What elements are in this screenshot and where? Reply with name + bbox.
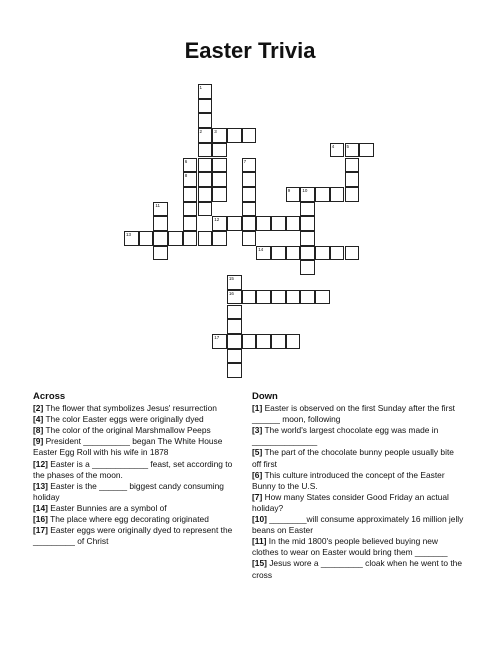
across-clue	[33, 403, 246, 414]
cell-number: 10	[302, 187, 308, 193]
clue-text: The world's largest chocolate egg was made in ______________	[252, 425, 439, 447]
cell-number: 1	[199, 85, 203, 90]
grid-cell[interactable]	[212, 231, 227, 246]
grid-cell[interactable]	[242, 128, 257, 143]
down-clue	[252, 558, 465, 580]
clue-text: The color of the original Marshmallow Peeps	[45, 425, 211, 436]
cell-number: 11	[155, 202, 161, 208]
clue-number: [8]	[33, 425, 44, 436]
cell-number: 6	[184, 158, 188, 164]
grid-cell[interactable]	[198, 99, 213, 114]
grid-cell[interactable]	[271, 246, 286, 261]
grid-cell[interactable]	[271, 216, 286, 231]
grid-cell[interactable]	[242, 187, 257, 202]
grid-cell[interactable]	[198, 84, 213, 99]
grid-cell[interactable]	[300, 290, 315, 305]
grid-cell[interactable]	[242, 202, 257, 217]
grid-cell[interactable]	[212, 334, 227, 349]
clue-text: How many States consider Good Friday an actual holiday?	[252, 491, 449, 513]
grid-cell[interactable]	[315, 246, 330, 261]
grid-cell[interactable]	[315, 290, 330, 305]
grid-cell[interactable]	[330, 187, 345, 202]
cell-number: 9	[287, 187, 291, 193]
clue-number: [17]	[33, 525, 48, 536]
grid-cell[interactable]	[359, 143, 374, 158]
cell-number: 14	[258, 246, 264, 252]
clue-number: [12]	[33, 458, 48, 469]
grid-cell[interactable]	[242, 172, 257, 187]
grid-cell[interactable]	[212, 158, 227, 173]
clue-number: [14]	[33, 502, 48, 513]
grid-cell[interactable]	[271, 334, 286, 349]
clue-text: This culture introduced the concept of the Easter Bunny to the U.S.	[252, 469, 445, 491]
grid-cell[interactable]	[124, 231, 139, 246]
grid-cell[interactable]	[227, 349, 242, 364]
clue-text: The part of the chocolate bunny people usually bite off first	[252, 447, 454, 469]
clue-number: [15]	[252, 558, 267, 569]
grid-cell[interactable]	[300, 231, 315, 246]
down-clue	[252, 425, 465, 447]
grid-cell[interactable]	[286, 187, 301, 202]
clue-number: [7]	[252, 491, 263, 502]
grid-cell[interactable]	[242, 231, 257, 246]
grid-cell[interactable]	[212, 216, 227, 231]
across-clue	[33, 425, 246, 436]
grid-cell[interactable]	[242, 290, 257, 305]
grid-cell[interactable]	[198, 187, 213, 202]
clue-number: [13]	[33, 480, 48, 491]
across-clue	[33, 481, 246, 503]
grid-cell[interactable]	[286, 246, 301, 261]
grid-cell[interactable]	[256, 216, 271, 231]
grid-cell[interactable]	[286, 334, 301, 349]
across-clues	[33, 391, 246, 547]
down-clue-list	[252, 403, 465, 581]
grid-cell[interactable]	[212, 143, 227, 158]
cell-number: 8	[184, 173, 188, 179]
clue-text: Easter is the ______ biggest candy consuming holiday	[33, 480, 224, 502]
grid-cell[interactable]	[198, 202, 213, 217]
cell-number: 12	[214, 217, 220, 223]
clue-number: [10]	[252, 514, 267, 525]
across-heading: Across	[33, 391, 66, 402]
grid-cell[interactable]	[256, 246, 271, 261]
cell-number: 15	[228, 276, 234, 282]
grid-cell[interactable]	[198, 143, 213, 158]
clue-text: President __________ began The White House Easter Egg Roll with his wife in 1878	[33, 436, 223, 458]
grid-cell[interactable]	[300, 260, 315, 275]
clue-number: [11]	[252, 536, 267, 547]
grid-cell[interactable]	[183, 231, 198, 246]
grid-cell[interactable]	[300, 216, 315, 231]
grid-cell[interactable]	[153, 216, 168, 231]
grid-cell[interactable]	[212, 172, 227, 187]
across-clue	[33, 525, 246, 547]
grid-cell[interactable]	[153, 231, 168, 246]
across-clue	[33, 459, 246, 481]
grid-cell[interactable]	[198, 231, 213, 246]
clue-text: Easter Bunnies are a symbol of	[50, 502, 167, 513]
clue-text: Easter is observed on the first Sunday after the first ______ moon, following	[252, 403, 455, 425]
down-heading: Down	[252, 391, 278, 402]
grid-cell[interactable]	[256, 334, 271, 349]
clue-number: [9]	[33, 436, 44, 447]
down-clue	[252, 470, 465, 492]
grid-cell[interactable]	[286, 216, 301, 231]
grid-cell[interactable]	[198, 128, 213, 143]
grid-cell[interactable]	[227, 319, 242, 334]
grid-cell[interactable]	[227, 305, 242, 320]
grid-cell[interactable]	[139, 231, 154, 246]
grid-cell[interactable]	[256, 290, 271, 305]
grid-cell[interactable]	[345, 143, 360, 158]
grid-cell[interactable]	[330, 143, 345, 158]
across-clue	[33, 436, 246, 458]
clue-number: [2]	[33, 403, 44, 414]
grid-cell[interactable]	[227, 216, 242, 231]
across-clue-list	[33, 403, 246, 547]
grid-cell[interactable]	[345, 172, 360, 187]
down-clue	[252, 514, 465, 536]
grid-cell[interactable]	[227, 128, 242, 143]
grid-cell[interactable]	[183, 216, 198, 231]
grid-cell[interactable]	[242, 216, 257, 231]
cell-number: 17	[214, 334, 220, 340]
down-clue	[252, 492, 465, 514]
grid-cell[interactable]	[183, 158, 198, 173]
down-clue	[252, 447, 465, 469]
grid-cell[interactable]	[300, 246, 315, 261]
grid-cell[interactable]	[271, 290, 286, 305]
grid-cell[interactable]	[227, 363, 242, 378]
grid-cell[interactable]	[345, 246, 360, 261]
down-clue	[252, 536, 465, 558]
clue-text: Jesus wore a _________ cloak when he went to the cross	[252, 558, 462, 580]
grid-cell[interactable]	[212, 187, 227, 202]
grid-cell[interactable]	[198, 172, 213, 187]
cell-number: 2	[199, 129, 203, 135]
clue-number: [3]	[252, 425, 263, 436]
down-clue	[252, 403, 465, 425]
cell-number: 4	[331, 143, 335, 149]
across-clue	[33, 503, 246, 514]
grid-cell[interactable]	[300, 202, 315, 217]
grid-cell[interactable]	[153, 202, 168, 217]
clue-text: Easter is a ____________ feast, set according to the phases of the moon.	[33, 458, 233, 480]
cell-number: 16	[228, 290, 234, 296]
grid-cell[interactable]	[227, 275, 242, 290]
grid-cell[interactable]	[315, 187, 330, 202]
clue-text: In the mid 1800's people believed buying new clothes to wear on Easter would bring them _______	[252, 536, 448, 558]
grid-cell[interactable]	[242, 158, 257, 173]
cell-number: 5	[346, 143, 350, 149]
page-title: Easter Trivia	[184, 38, 316, 63]
grid-cell[interactable]	[227, 290, 242, 305]
clue-number: [4]	[33, 414, 44, 425]
grid-cell[interactable]	[183, 202, 198, 217]
clue-text: ________will consume approximately 16 million jelly beans on Easter	[252, 514, 464, 536]
clue-number: [16]	[33, 514, 48, 525]
grid-cell[interactable]	[286, 290, 301, 305]
down-clues	[252, 391, 465, 581]
grid-cell[interactable]	[183, 172, 198, 187]
grid-cell[interactable]	[183, 187, 198, 202]
clue-number: [1]	[252, 403, 263, 414]
across-clue	[33, 514, 246, 525]
clue-number: [5]	[252, 447, 263, 458]
clue-text: Easter eggs were originally dyed to represent the _________ of Christ	[33, 525, 233, 547]
grid-cell[interactable]	[330, 246, 345, 261]
cell-number: 7	[243, 158, 247, 164]
grid-cell[interactable]	[345, 187, 360, 202]
grid-cell[interactable]	[345, 158, 360, 173]
clue-text: The place where egg decorating originated	[50, 514, 209, 525]
grid-cell[interactable]	[198, 158, 213, 173]
grid-cell[interactable]	[242, 334, 257, 349]
grid-cell[interactable]	[198, 113, 213, 128]
clue-number: [6]	[252, 469, 263, 480]
grid-cell[interactable]	[227, 334, 242, 349]
cell-number: 3	[214, 129, 217, 135]
grid-cell[interactable]	[300, 187, 315, 202]
clue-text: The color Easter eggs were originally dyed	[45, 414, 204, 425]
cell-number: 13	[126, 232, 132, 237]
grid-cell[interactable]	[168, 231, 183, 246]
across-clue	[33, 414, 246, 425]
clue-text: The flower that symbolizes Jesus' resurrection	[45, 403, 217, 414]
grid-cell[interactable]	[153, 246, 168, 261]
grid-cell[interactable]	[212, 128, 227, 143]
